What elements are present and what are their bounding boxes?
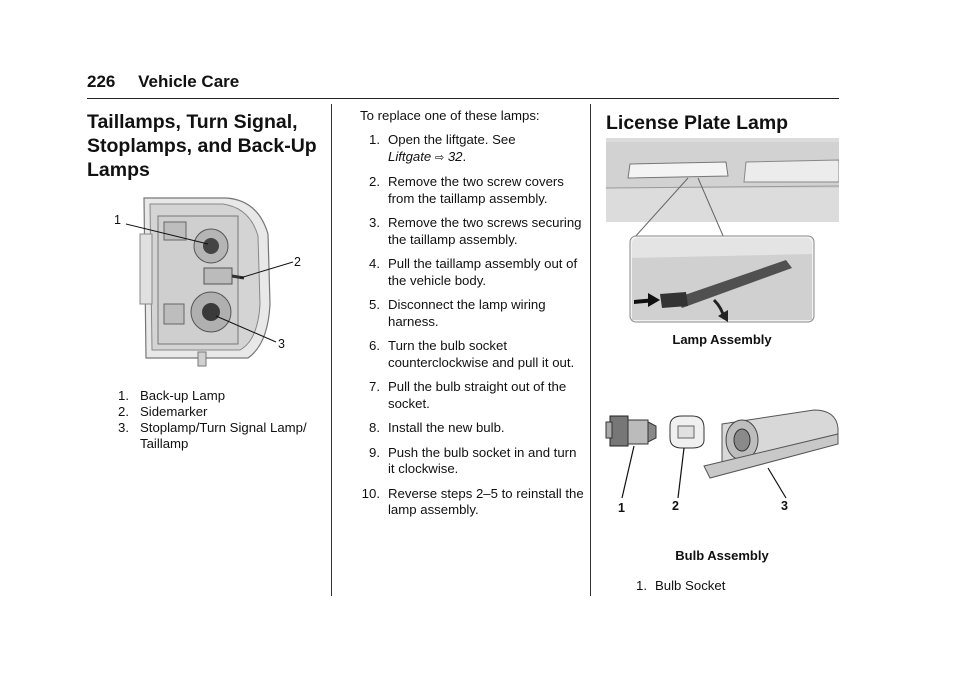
bulb-callout-1: 1: [618, 501, 625, 515]
page-number: 226: [87, 72, 116, 91]
step-text: Reverse steps 2–5 to reinstall the lamp assembly.: [388, 485, 584, 517]
step-item: [352, 486, 584, 519]
page-header: [87, 72, 239, 92]
step-number: 3.: [369, 215, 380, 230]
step-number: 8.: [369, 420, 380, 435]
step-item: [352, 297, 584, 330]
legend-number: 3.: [118, 420, 129, 435]
liftgate-link[interactable]: Liftgate: [388, 148, 432, 164]
section-title: Vehicle Care: [138, 72, 240, 91]
bulb-assembly-illustration: [604, 404, 840, 516]
bulb-assembly-caption: Bulb Assembly: [675, 548, 769, 563]
legend-item: [118, 388, 323, 404]
legend-text: Bulb Socket: [655, 578, 726, 593]
step-item: [352, 256, 584, 289]
legend-number: 1.: [118, 388, 129, 403]
step-text: Install the new bulb.: [388, 420, 505, 435]
bulb-legend-item: [636, 578, 725, 593]
step-item: [352, 338, 584, 371]
step-text: Pull the taillamp assembly out of the vehicle body.: [388, 256, 578, 288]
step-text: Turn the bulb socket counterclockwise and pull it out.: [388, 338, 575, 370]
column-divider-1: [331, 104, 332, 596]
step-text: Open the liftgate. See Liftgate ⇨ 32.: [388, 132, 516, 164]
step-item: [352, 215, 584, 248]
taillamp-callout-1: 1: [114, 213, 121, 227]
taillamp-callout-2: 2: [294, 255, 301, 269]
bulb-callout-2: 2: [672, 499, 679, 513]
step-number: 6.: [369, 338, 380, 353]
step-item: [352, 174, 584, 207]
step-item: [352, 379, 584, 412]
legend-item: [118, 420, 323, 452]
step-item: [352, 132, 584, 166]
step-number: 4.: [369, 256, 380, 271]
legend-text: Back-up Lamp: [140, 388, 226, 403]
lamp-assembly-caption: Lamp Assembly: [672, 332, 772, 347]
legend-number: 1.: [636, 578, 647, 593]
step-text: Disconnect the lamp wiring harness.: [388, 297, 546, 329]
legend-text: Sidemarker: [140, 404, 208, 419]
step-item: [352, 445, 584, 478]
legend-item: [118, 404, 323, 420]
legend-text: Stoplamp/Turn Signal Lamp/ Taillamp: [140, 420, 307, 451]
step-text: Pull the bulb straight out of the socket.: [388, 379, 567, 411]
license-plate-lamp-illustration: [606, 138, 839, 324]
column-divider-2: [590, 104, 591, 596]
taillamp-illustration: [108, 194, 308, 374]
bulb-callout-3: 3: [781, 499, 788, 513]
steps-intro: To replace one of these lamps:: [360, 108, 540, 123]
step-number: 1.: [369, 132, 380, 147]
step-number: 9.: [369, 444, 380, 460]
page-ref-number: 32: [447, 148, 463, 164]
step-text: Remove the two screws securing the taillamp assembly.: [388, 215, 582, 247]
step-number: 5.: [369, 297, 380, 312]
page-ref-icon: ⇨: [434, 151, 445, 164]
step-number: 10.: [361, 485, 380, 501]
taillamps-heading: Taillamps, Turn Signal, Stoplamps, and Back-Up Lamps: [87, 111, 317, 181]
step-number: 7.: [369, 379, 380, 394]
taillamp-legend: [118, 388, 323, 452]
step-item: [352, 420, 584, 437]
step-text: Push the bulb socket in and turn it clockwise.: [388, 444, 577, 476]
step-text: Remove the two screw covers from the taillamp assembly.: [388, 174, 564, 206]
header-rule: [87, 98, 839, 99]
license-plate-lamp-heading: License Plate Lamp: [606, 112, 789, 134]
step-number: 2.: [369, 174, 380, 189]
replacement-steps: [352, 132, 584, 527]
legend-number: 2.: [118, 404, 129, 419]
taillamp-callout-3: 3: [278, 337, 285, 351]
